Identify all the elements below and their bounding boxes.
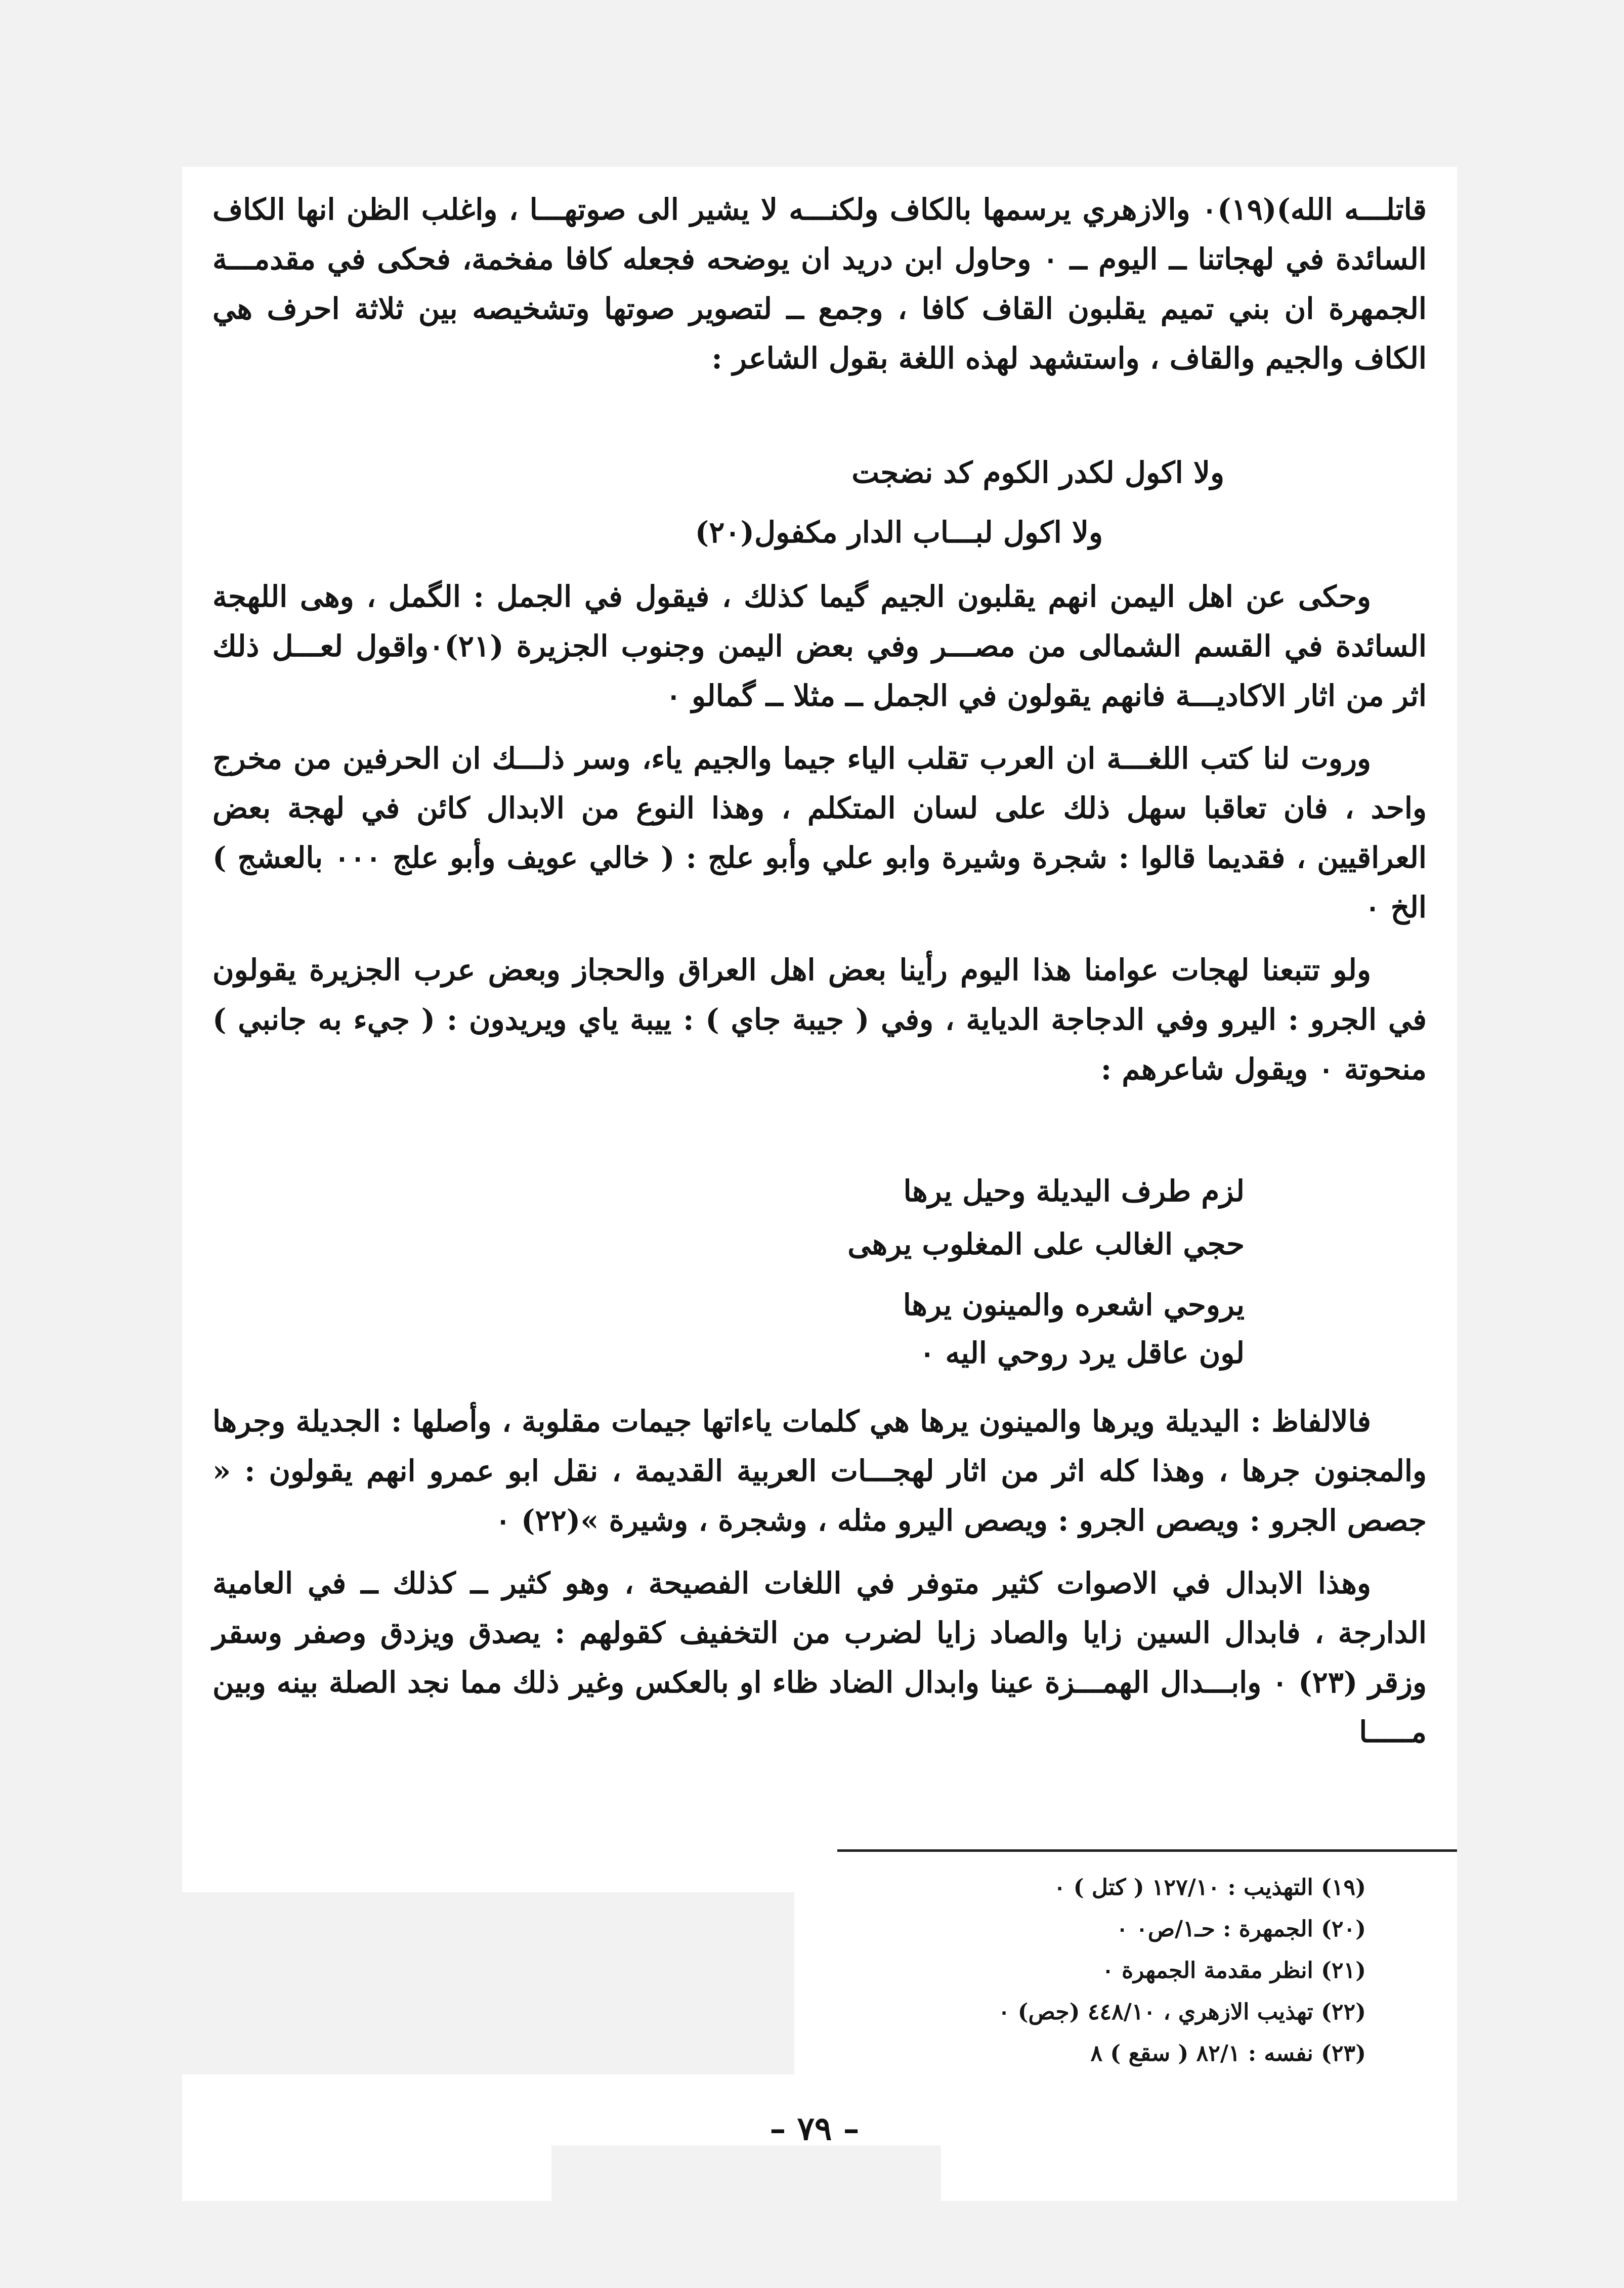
body-section-1: [212, 185, 1427, 383]
poem-1-line-2: ولا اكول لبـــاب الدار مكفول(٢٠): [695, 515, 1103, 549]
poem-1-line-1: ولا اكول لكدر الكوم كد نضجت: [851, 455, 1224, 490]
paragraph-4: ولو تتبعنا لهجات عوامنا هذا اليوم رأينا بعض اهل العراق والحجاز وبعض عرب الجزيرة يقولون في الجرو : اليرو وفي الدجاجة الدياية ، وفي ( جيبة جاي ) : ييبة ياي ويريدون : ( جيء به جانبي ) منحوتة ٠ ويقول شاعرهم :: [212, 953, 1427, 1086]
paragraph-1: قاتلـــه الله)(١٩)٠ والازهري يرسمها بالكاف ولكنـــه لا يشير الى صوتهـــا ، واغلب الظن انها الكاف السائدة في لهجاتنا ــ اليوم ــ ٠ وحاول ابن دريد ان يوضحه فجعله كافا مفخمة، فحكى في مقدمـــة الجمهرة ان بني تميم يقلبون القاف كافا ، وجمع ــ لتصوير صوتها وتشخيصه بين ثلاثة احرف هي الكاف والجيم والقاف ، واستشهد لهذه اللغة بقول الشاعر :: [212, 192, 1427, 375]
footnote-21: (٢١) انظر مقدمة الجمهرة ٠: [1102, 1958, 1366, 1983]
scan-margin-right: [1457, 167, 1624, 2288]
scan-margin-top: [0, 0, 1624, 167]
page-number: – ٧٩ –: [770, 2110, 860, 2148]
poem-2-line-4: لون عاقل يرد روحي اليه ٠: [919, 1336, 1245, 1370]
paragraph-6: وهذا الابدال في الاصوات كثير متوفر في اللغات الفصيحة ، وهو كثير ــ كذلك ــ في العامية الدارجة ، فابدال السين زايا والصاد زايا لضرب من التخفيف كقولهم : يصدق ويزدق وصفر وسقر وزقر (٢٣) ٠ وابـــدال الهمـــزة عينا وابدال الضاد ظاء او بالعكس وغير ذلك مما نجد الصلة بينه وبين مـــــا: [212, 1566, 1427, 1749]
scan-patch-page-number: [551, 2145, 941, 2241]
paragraph-5: فالالفاظ : اليديلة ويرها والمينون يرها هي كلمات ياءاتها جيمات مقلوبة ، وأصلها : الجديلة وجرها والمجنون جرها ، وهذا كله اثر من اثار لهجـــات العربية القديمة ، نقل ابو عمرو انهم يقولون : « جصص الجرو : ويصص الجرو : ويصص اليرو مثله ، وشجرة ، وشيرة »(٢٢) ٠: [212, 1404, 1427, 1538]
footnote-22: (٢٢) تهذيب الازهري ، ٤٤٨/١٠ (جص) ٠: [998, 1999, 1366, 2025]
body-section-2: [212, 572, 1427, 1094]
scan-patch-footnote-left: [91, 1892, 794, 2074]
footnote-23: (٢٣) نفسه : ٨٢/١ ( سقع ) ٨: [1090, 2041, 1366, 2066]
poem-2-line-1: لزم طرف اليديلة وحيل يرها: [903, 1174, 1245, 1208]
footnote-separator: [837, 1849, 1457, 1852]
poem-2-line-2: حجي الغالب على المغلوب يرهى: [847, 1227, 1245, 1261]
poem-2-line-3: يروحي اشعره والمينون يرها: [903, 1288, 1245, 1322]
paragraph-2: وحكى عن اهل اليمن انهم يقلبون الجيم گيما كذلك ، فيقول في الجمل : الگمل ، وهى اللهجة السائدة في القسم الشمالى من مصـــر وفي بعض اليمن وجنوب الجزيرة (٢١)٠واقول لعـــل ذلك اثر من اثار الاكاديـــة فانهم يقولون في الجمل ــ مثلا ــ گمالو ٠: [212, 579, 1427, 713]
footnotes: [799, 1867, 1366, 2074]
paragraph-3: وروت لنا كتب اللغـــة ان العرب تقلب الياء جيما والجيم ياء، وسر ذلـــك ان الحرفين من مخرج واحد ، فان تعاقبا سهل ذلك على لسان المتكلم ، وهذا النوع من الابدال كائن في لهجة بعض العراقيين ، فقديما قالوا : شجرة وشيرة وابو علي وأبو علج : ( خالي عويف وأبو علج ٠٠٠ بالعشج ) الخ ٠: [212, 741, 1427, 924]
body-section-3: [212, 1396, 1427, 1757]
footnote-19: (١٩) التهذيب : ١٢٧/١٠ ( كتل ) ٠: [1053, 1875, 1366, 1900]
footnote-20: (٢٠) الجمهرة : حـ١/ص٠ ٠: [1116, 1916, 1366, 1942]
